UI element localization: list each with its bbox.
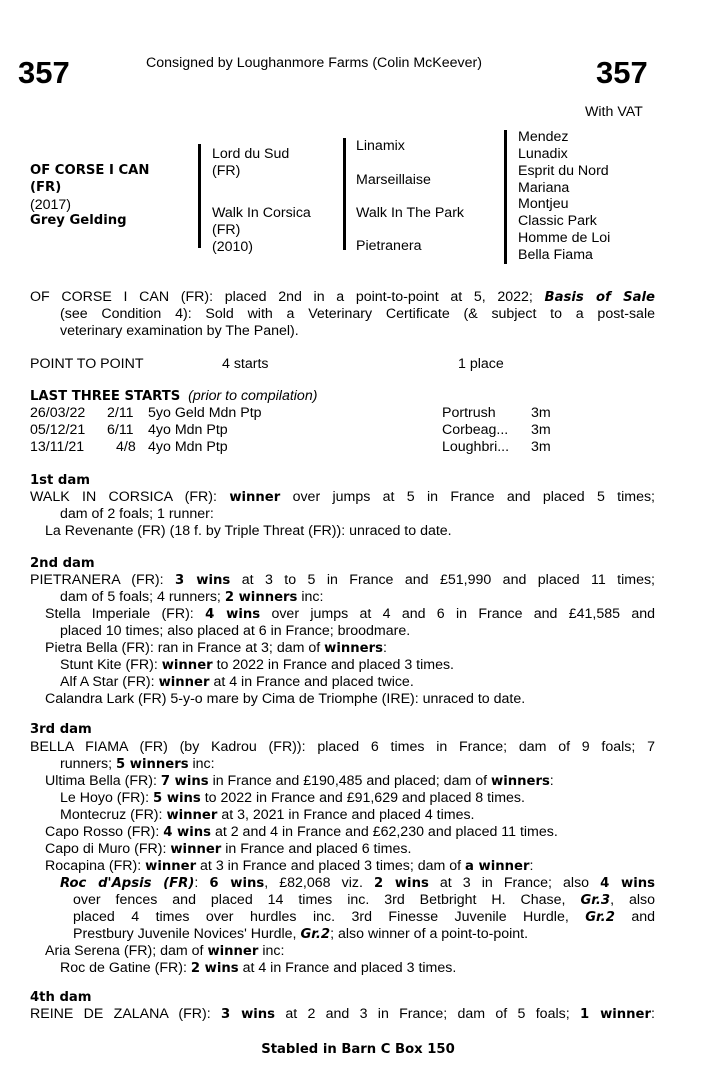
dam3-text: in France and £190,485 and placed; dam of (212, 773, 488, 789)
start-date: 13/11/21 (30, 439, 85, 455)
dam3-heading: 3rd dam (30, 722, 92, 737)
win-highlight: winner (170, 842, 222, 857)
win-highlight: winner (145, 859, 197, 874)
dam3-text: at 2 and 4 in France and £62,230 and placed 11 times. (214, 824, 558, 840)
dam3-text: runners; (60, 756, 113, 772)
ptp-label: POINT TO POINT (30, 356, 144, 372)
dam3-text: Montecruz (FR): (60, 807, 163, 823)
start-date: 26/03/22 (30, 405, 86, 421)
dam1-heading: 1st dam (30, 473, 91, 488)
notable-horse-name: Roc d'Apsis (FR) (60, 876, 195, 891)
win-highlight: 4 wins (205, 607, 261, 622)
win-highlight: 3 wins (220, 1007, 276, 1022)
dam2-text: inc: (301, 589, 324, 605)
great-grandparent: Classic Park (518, 213, 597, 229)
dam3-text: at 3, 2021 in France and placed 4 times. (221, 807, 475, 823)
start-course: Corbeag... (442, 422, 509, 438)
dam2-text: at 4 in France and placed twice. (213, 674, 414, 690)
great-grandparent: Esprit du Nord (518, 163, 609, 179)
dam3-text: Aria Serena (FR); dam of (45, 943, 204, 959)
lot-number-left: 357 (18, 55, 70, 90)
dam4-text: at 2 and 3 in France; dam of 5 foals; (285, 1006, 570, 1022)
great-grandparent: Homme de Loi (518, 230, 611, 246)
win-highlight: winners (324, 641, 383, 656)
start-distance: 3m (531, 405, 551, 421)
dam3-text: , also (610, 892, 655, 908)
dam3-text: Rocapina (FR): (45, 858, 142, 874)
dam3-text: placed 4 times over hurdles inc. 3rd Finesse Juvenile Hurdle, (73, 909, 569, 925)
consignor: Consigned by Loughanmore Farms (Colin McKeever) (146, 55, 482, 71)
start-distance: 3m (531, 422, 551, 438)
win-highlight: winner (166, 808, 218, 823)
pedigree-divider-2 (343, 138, 346, 250)
dam3-paragraph (30, 739, 655, 977)
ptp-places: 1 place (458, 356, 504, 372)
last-starts-title: LAST THREE STARTS (30, 389, 181, 404)
win-highlight: 2 wins (190, 961, 239, 976)
win-highlight: winner (161, 658, 213, 673)
win-highlight: 2 winners (224, 590, 298, 605)
grandparent-4: Pietranera (356, 238, 422, 254)
dam4-text: REINE DE ZALANA (FR): (30, 1006, 211, 1022)
win-highlight: winner (158, 675, 210, 690)
dam3-text: : (529, 858, 534, 874)
great-grandparent: Montjeu (518, 196, 569, 212)
intro-text: (see Condition 4): Sold with a Veterinary Certificate (& subject to a post-sale (60, 306, 655, 322)
dam2-heading: 2nd dam (30, 556, 95, 571)
win-highlight: winners (491, 774, 550, 789)
sire-country: (FR) (212, 163, 241, 179)
dam2-text: Alf A Star (FR): (60, 674, 155, 690)
horse-name: OF CORSE I CAN (30, 163, 150, 178)
dam2-text: : (382, 640, 387, 656)
dam3-text: Le Hoyo (FR): (60, 790, 150, 806)
start-race: 4yo Mdn Ptp (148, 422, 228, 438)
dam3-text: and (631, 909, 655, 925)
sire-name: Lord du Sud (212, 146, 290, 162)
dam-country: (FR) (212, 222, 241, 238)
dam3-text: : (549, 773, 554, 789)
horse-description: Grey Gelding (30, 213, 127, 228)
dam3-text: Roc de Gatine (FR): (60, 960, 187, 976)
dam2-text: Pietra Bella (FR): ran in France at 3; dam of (45, 640, 321, 656)
dam3-text: at 4 in France and placed 3 times. (242, 960, 457, 976)
start-position: 2/11 (107, 405, 134, 421)
intro-paragraph (30, 289, 655, 340)
great-grandparent: Bella Fiama (518, 247, 593, 263)
dam-year: (2010) (212, 239, 254, 255)
start-position: 6/11 (107, 422, 134, 438)
ptp-starts: 4 starts (222, 356, 269, 372)
grade-highlight: Gr.3 (580, 893, 611, 908)
dam3-text: Prestbury Juvenile Novices' Hurdle, (73, 926, 297, 942)
great-grandparent: Mariana (518, 180, 570, 196)
dam3-text: ; also winner of a point-to-point. (330, 926, 529, 942)
pedigree-divider-3 (504, 130, 507, 264)
horse-year: (2017) (30, 197, 72, 213)
dam3-text: , £82,068 viz. (264, 875, 363, 891)
dam3-text: Capo di Muro (FR): (45, 841, 167, 857)
last-starts-heading (30, 388, 317, 404)
vat-note: With VAT (585, 104, 643, 120)
basis-of-sale: Basis of Sale (544, 290, 656, 305)
intro-text: OF CORSE I CAN (FR): placed 2nd in a point-to-point at 5, 2022; (30, 289, 533, 305)
win-highlight: 6 wins (209, 876, 265, 891)
pedigree-divider-1 (198, 144, 201, 248)
win-highlight: winner (207, 944, 259, 959)
win-highlight: winner (229, 490, 281, 505)
dam2-paragraph (30, 572, 655, 708)
dam4-text: : (651, 1006, 655, 1022)
grandparent-2: Marseillaise (356, 172, 431, 188)
win-highlight: 7 wins (160, 774, 209, 789)
lot-number-right: 357 (596, 55, 648, 90)
win-highlight: 3 wins (175, 573, 231, 588)
dam3-text: inc: (262, 943, 285, 959)
stabling-footer: Stabled in Barn C Box 150 (261, 1042, 455, 1057)
dam4-paragraph (30, 1006, 655, 1023)
dam-name: Walk In Corsica (212, 205, 311, 221)
dam3-text: at 3 in France and placed 3 times; dam of (200, 858, 462, 874)
start-race: 4yo Mdn Ptp (148, 439, 228, 455)
dam2-text: over jumps at 4 and 6 in France and £41,585 and (271, 606, 655, 622)
win-highlight: 4 wins (600, 876, 655, 891)
dam2-text: Stella Imperiale (FR): (45, 606, 194, 622)
start-course: Loughbri... (442, 439, 510, 455)
dam3-text: BELLA FIAMA (FR) (by Kadrou (FR)): placed 6 times in France; dam of 9 foals; 7 (30, 739, 655, 755)
win-highlight: 5 wins (153, 791, 201, 806)
dam2-text: PIETRANERA (FR): (30, 572, 164, 588)
dam2-text: placed 10 times; also placed at 6 in France; broodmare. (60, 623, 411, 639)
great-grandparent: Mendez (518, 129, 569, 145)
win-highlight: 4 wins (163, 825, 211, 840)
dam3-text: : (194, 875, 199, 891)
last-starts-note: (prior to compilation) (188, 388, 318, 404)
dam2-text: dam of 5 foals; 4 runners; (60, 589, 221, 605)
start-position: 4/8 (116, 439, 136, 455)
grade-highlight: Gr.2 (300, 927, 331, 942)
grandparent-3: Walk In The Park (356, 205, 465, 221)
start-distance: 3m (531, 439, 551, 455)
dam3-text: Ultima Bella (FR): (45, 773, 157, 789)
dam3-text: at 3 in France; also (439, 875, 590, 891)
dam4-heading: 4th dam (30, 990, 92, 1005)
dam2-text: at 3 to 5 in France and £51,990 and placed 11 times; (241, 572, 655, 588)
dam1-text: La Revenante (FR) (18 f. by Triple Threat (FR)): unraced to date. (45, 523, 452, 539)
grade-highlight: Gr.2 (585, 910, 615, 925)
dam1-text: dam of 2 foals; 1 runner: (60, 506, 214, 522)
dam2-text: Calandra Lark (FR) 5-y-o mare by Cima de Triomphe (IRE): unraced to date. (45, 691, 526, 707)
dam1-text: over jumps at 5 in France and placed 5 times; (292, 489, 655, 505)
dam3-text: in France and placed 6 times. (225, 841, 412, 857)
dam3-text: inc: (192, 756, 215, 772)
dam3-text: to 2022 in France and £91,629 and placed 8 times. (204, 790, 525, 806)
dam1-paragraph (30, 489, 655, 540)
win-highlight: 1 winner (579, 1007, 652, 1022)
win-highlight: 5 winners (116, 757, 189, 772)
dam1-text: WALK IN CORSICA (FR): (30, 489, 217, 505)
start-course: Portrush (442, 405, 496, 421)
horse-country: (FR) (30, 180, 62, 195)
dam3-text: Capo Rosso (FR): (45, 824, 160, 840)
dam2-text: Stunt Kite (FR): (60, 657, 158, 673)
grandparent-1: Linamix (356, 138, 405, 154)
dam2-text: to 2022 in France and placed 3 times. (216, 657, 455, 673)
win-highlight: a winner (465, 859, 530, 874)
start-race: 5yo Geld Mdn Ptp (148, 405, 262, 421)
great-grandparent: Lunadix (518, 146, 568, 162)
win-highlight: 2 wins (373, 876, 429, 891)
start-date: 05/12/21 (30, 422, 86, 438)
dam3-text: over fences and placed 14 times inc. 3rd Betbright H. Chase, (73, 892, 566, 908)
intro-text: veterinary examination by The Panel). (60, 323, 299, 339)
